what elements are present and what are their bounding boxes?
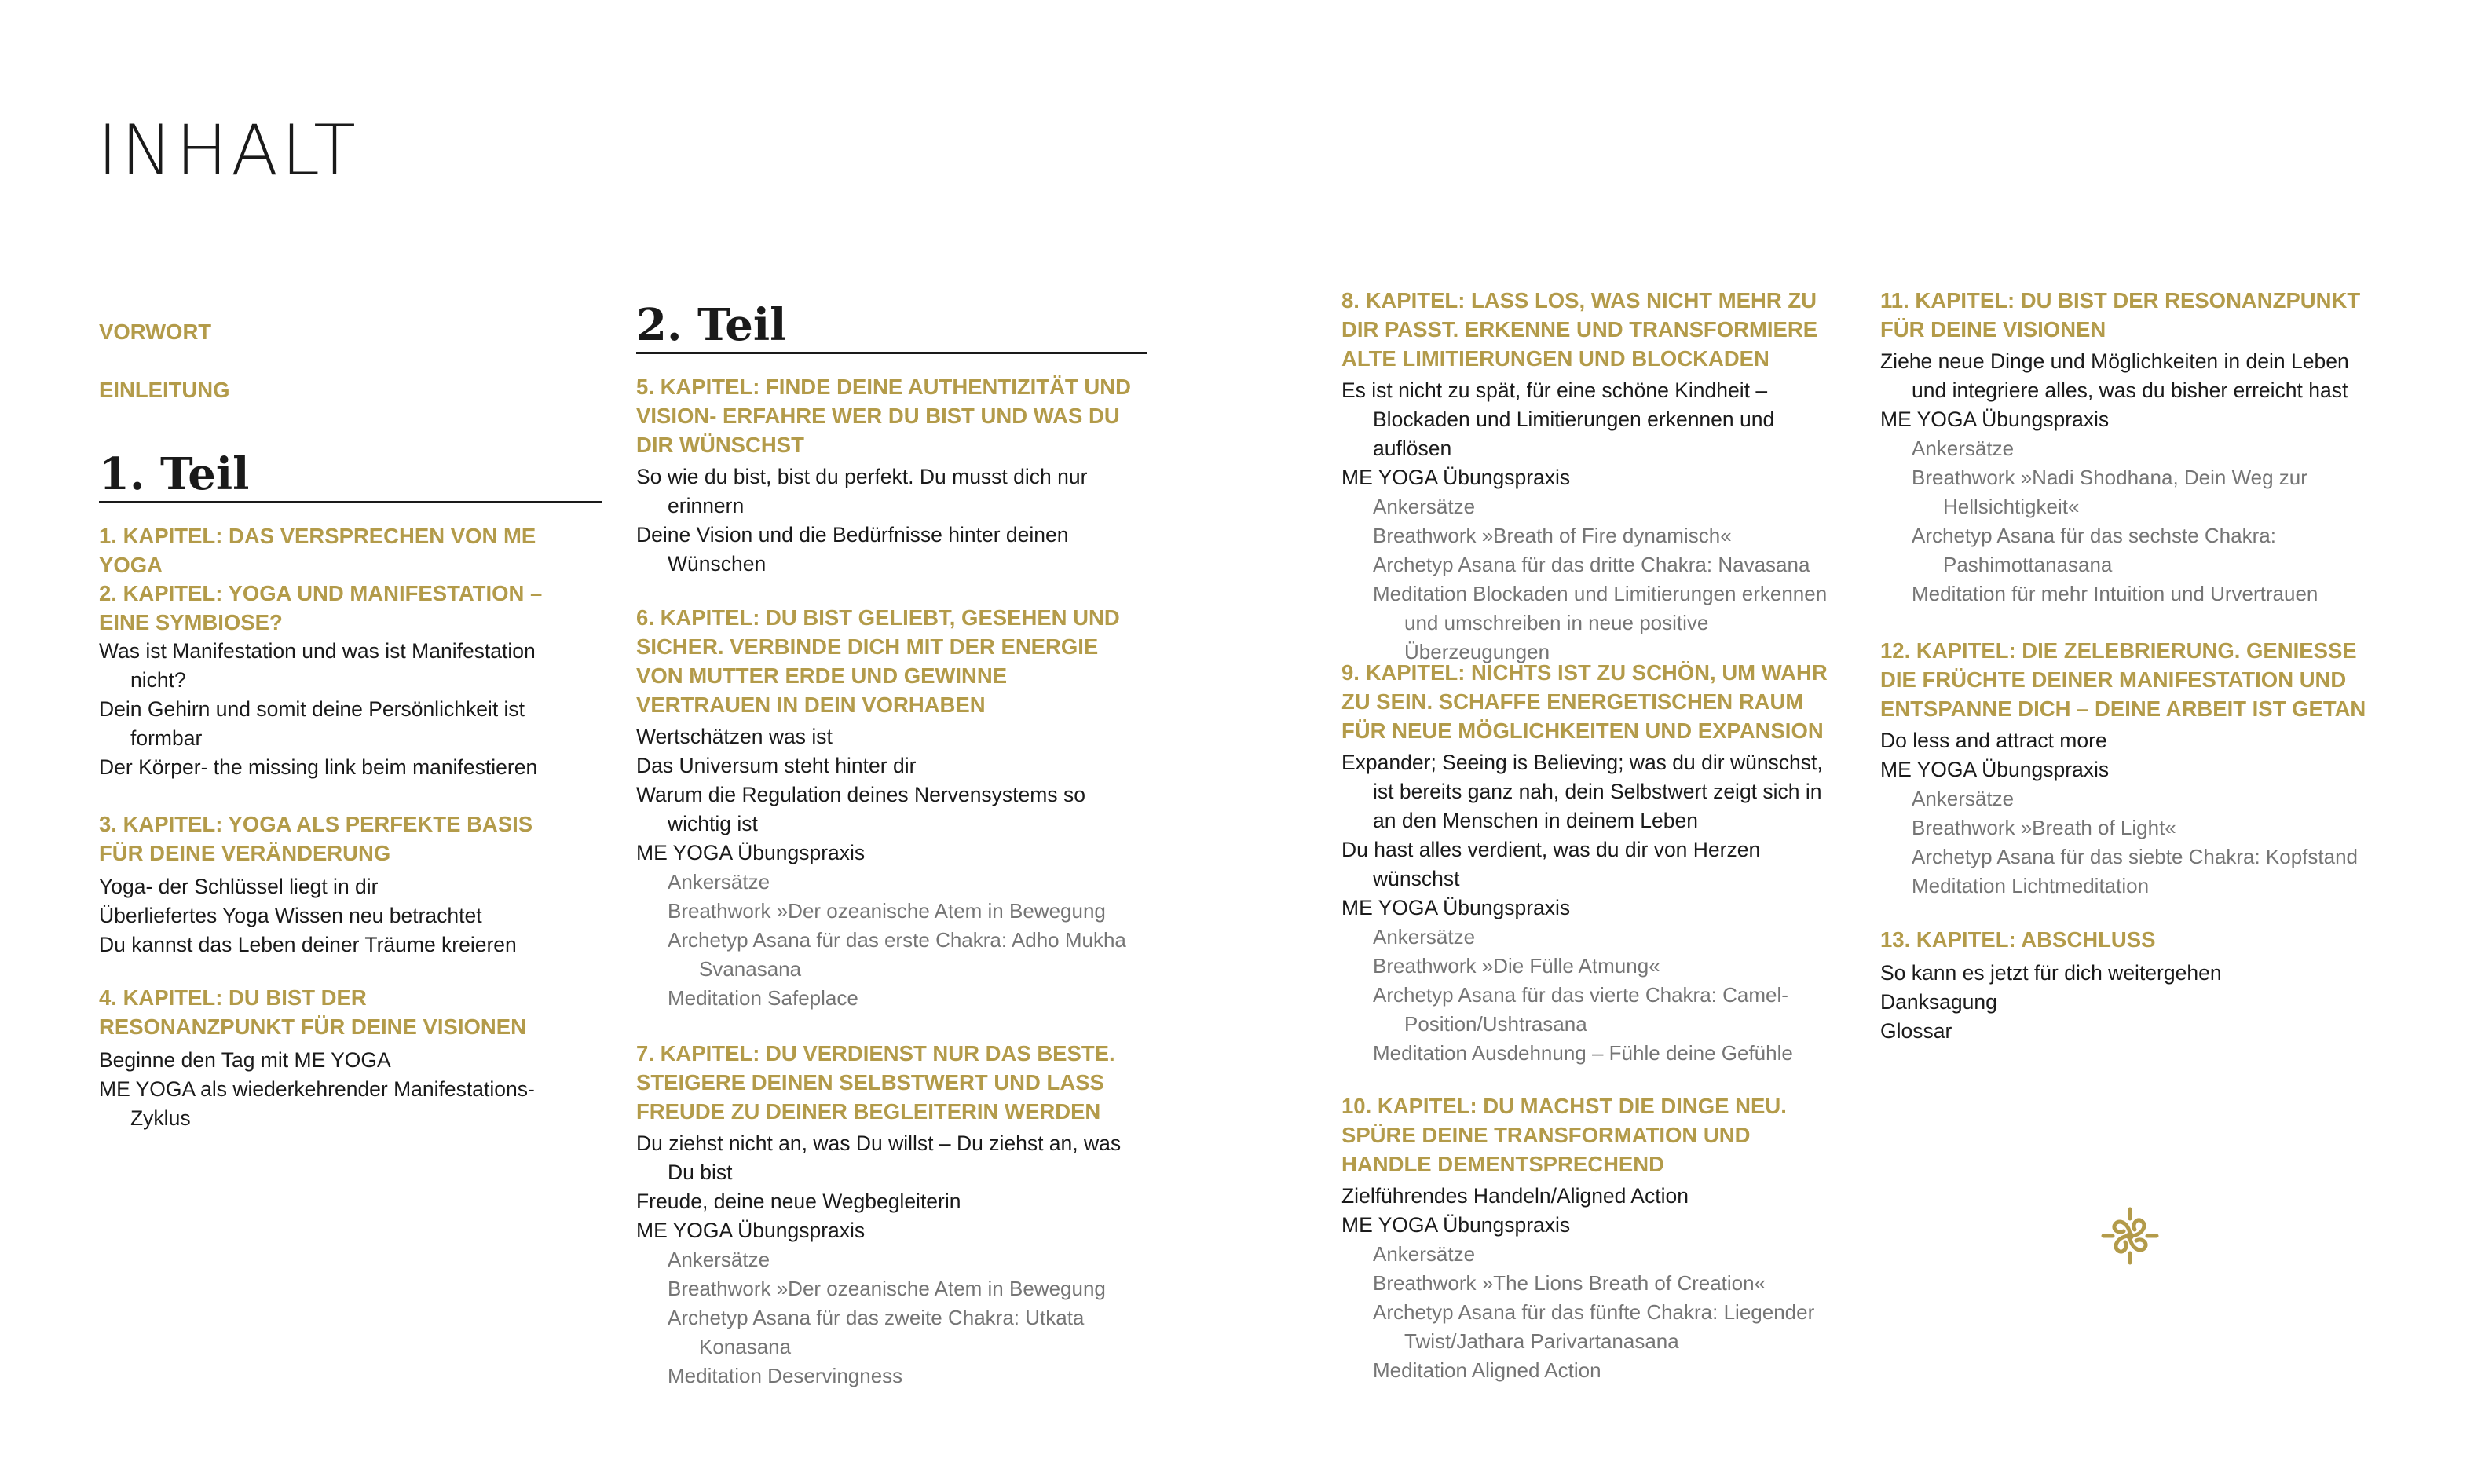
chapter-8-subitem[interactable]: Meditation Blockaden und Limitierungen erkennen und umschreiben in neue positive Überzeugungen: [1373, 582, 1828, 663]
part-heading-2: 2. Teil: [636, 303, 1147, 354]
chapter-11-subitem[interactable]: Ankersätze: [1912, 437, 2015, 460]
chapter-7-item[interactable]: ME YOGA Übungspraxis: [636, 1219, 866, 1242]
chapter-7[interactable]: 7. KAPITEL: DU VERDIENST NUR DAS BESTE. STEIGERE DEINEN SELBSTWERT UND LASS FREUDE ZU DEINER BEGLEITERIN WERDEN: [636, 1041, 1115, 1124]
chapter-7-subitem[interactable]: Ankersätze: [668, 1248, 770, 1271]
chapter-13-item[interactable]: So kann es jetzt für dich weitergehen: [1880, 961, 2222, 985]
chapter-5[interactable]: 5. KAPITEL: FINDE DEINE AUTHENTIZITÄT UND VISION- ERFAHRE WER DU BIST UND WAS DU DIR WÜNSCHST: [636, 375, 1131, 457]
chapter-11-subitem[interactable]: Breathwork »Nadi Shodhana, Dein Weg zur Hellsichtigkeit«: [1912, 466, 2307, 518]
chapter-9-subitem[interactable]: Meditation Ausdehnung – Fühle deine Gefühle: [1373, 1041, 1793, 1065]
chapter-9-subitem[interactable]: Ankersätze: [1373, 925, 1476, 949]
chapter-9[interactable]: 9. KAPITEL: NICHTS IST ZU SCHÖN, UM WAHR ZU SEIN. SCHAFFE ENERGETISCHEN RAUM FÜR NEUE MÖGLICHKEITEN UND EXPANSION: [1341, 660, 1828, 743]
chapter-3-item[interactable]: Du kannst das Leben deiner Träume kreieren: [99, 933, 517, 956]
chapter-5-item[interactable]: So wie du bist, bist du perfekt. Du musst dich nur erinnern: [636, 465, 1088, 517]
chapter-12[interactable]: 12. KAPITEL: DIE ZELEBRIERUNG. GENIESSE DIE FRÜCHTE DEINER MANIFESTATION UND ENTSPANNE DICH – DEINE ARBEIT IST GETAN: [1880, 638, 2366, 721]
chapter-9-subitem[interactable]: Breathwork »Die Fülle Atmung«: [1373, 954, 1660, 978]
chapter-7-subitem[interactable]: Breathwork »Der ozeanische Atem in Bewegung: [668, 1277, 1106, 1300]
chapter-4-item[interactable]: ME YOGA als wiederkehrender Manifestations-Zyklus: [99, 1077, 535, 1130]
chapter-8-subitem[interactable]: Archetyp Asana für das dritte Chakra: Navasana: [1373, 553, 1810, 576]
chapter-8-subitem[interactable]: Ankersätze: [1373, 495, 1476, 518]
chapter-8-item[interactable]: ME YOGA Übungspraxis: [1341, 466, 1571, 489]
chapter-7-subitem[interactable]: Archetyp Asana für das zweite Chakra: Utkata Konasana: [668, 1306, 1085, 1358]
chapter-3[interactable]: 3. KAPITEL: YOGA ALS PERFEKTE BASIS FÜR DEINE VERÄNDERUNG: [99, 812, 533, 865]
chapter-10-subitem[interactable]: Ankersätze: [1373, 1242, 1476, 1266]
chapter-11[interactable]: 11. KAPITEL: DU BIST DER RESONANZPUNKT FÜR DEINE VISIONEN: [1880, 288, 2361, 342]
chapter-13-item[interactable]: Glossar: [1880, 1019, 1952, 1043]
chapter-12-subitem[interactable]: Meditation Lichtmeditation: [1912, 874, 2150, 897]
chapter-10-subitem[interactable]: Breathwork »The Lions Breath of Creation«: [1373, 1271, 1766, 1295]
chapter-2-item[interactable]: Dein Gehirn und somit deine Persönlichkeit ist formbar: [99, 697, 525, 750]
chapter-8-subitem[interactable]: Breathwork »Breath of Fire dynamisch«: [1373, 524, 1732, 547]
ornament-icon: [2097, 1203, 2163, 1269]
chapter-13-item[interactable]: Danksagung: [1880, 990, 1997, 1014]
chapter-10-item[interactable]: ME YOGA Übungspraxis: [1341, 1213, 1571, 1237]
chapter-6-item[interactable]: Das Universum steht hinter dir: [636, 754, 917, 777]
chapter-2-item[interactable]: Was ist Manifestation und was ist Manifestation nicht?: [99, 639, 536, 692]
page-title: INHALT: [97, 110, 359, 191]
chapter-8[interactable]: 8. KAPITEL: LASS LOS, WAS NICHT MEHR ZU DIR PASST. ERKENNE UND TRANSFORMIERE ALTE LIMITIERUNGEN UND BLOCKADEN: [1341, 288, 1818, 371]
chapter-3-item[interactable]: Yoga- der Schlüssel liegt in dir: [99, 875, 379, 898]
chapter-6[interactable]: 6. KAPITEL: DU BIST GELIEBT, GESEHEN UND SICHER. VERBINDE DICH MIT DER ENERGIE VON MUTTER ERDE UND GEWINNE VERTRAUEN IN DEIN VORHABEN: [636, 605, 1120, 717]
chapter-12-item[interactable]: ME YOGA Übungspraxis: [1880, 758, 2110, 781]
chapter-12-subitem[interactable]: Archetyp Asana für das siebte Chakra: Kopfstand: [1912, 845, 2359, 868]
chapter-11-subitem[interactable]: Meditation für mehr Intuition und Urvertrauen: [1912, 582, 2318, 605]
chapter-5-item[interactable]: Deine Vision und die Bedürfnisse hinter deinen Wünschen: [636, 523, 1069, 576]
chapter-11-item[interactable]: ME YOGA Übungspraxis: [1880, 408, 2110, 431]
chapter-9-item[interactable]: Du hast alles verdient, was du dir von Herzen wünschst: [1341, 838, 1761, 890]
chapter-2[interactable]: 2. KAPITEL: YOGA UND MANIFESTATION – EINE SYMBIOSE?: [99, 581, 543, 634]
chapter-12-subitem[interactable]: Breathwork »Breath of Light«: [1912, 816, 2176, 839]
chapter-3-item[interactable]: Überliefertes Yoga Wissen neu betrachtet: [99, 904, 482, 927]
chapter-6-item[interactable]: ME YOGA Übungspraxis: [636, 841, 866, 864]
chapter-4[interactable]: 4. KAPITEL: DU BIST DER RESONANZPUNKT FÜR DEINE VISIONEN: [99, 985, 526, 1039]
part-heading-1: 1. Teil: [99, 452, 602, 503]
chapter-10-subitem[interactable]: Meditation Aligned Action: [1373, 1358, 1601, 1382]
chapter-6-subitem[interactable]: Ankersätze: [668, 870, 770, 894]
chapter-1[interactable]: 1. KAPITEL: DAS VERSPRECHEN VON ME YOGA: [99, 524, 536, 577]
chapter-9-item[interactable]: ME YOGA Übungspraxis: [1341, 896, 1571, 919]
chapter-6-subitem[interactable]: Breathwork »Der ozeanische Atem in Bewegung: [668, 899, 1106, 923]
chapter-11-item[interactable]: Ziehe neue Dinge und Möglichkeiten in dein Leben und integriere alles, was du bisher erreicht hast: [1880, 349, 2349, 402]
chapter-9-subitem[interactable]: Archetyp Asana für das vierte Chakra: Camel-Position/Ushtrasana: [1373, 983, 1788, 1036]
chapter-4-item[interactable]: Beginne den Tag mit ME YOGA: [99, 1048, 391, 1072]
chapter-8-item[interactable]: Es ist nicht zu spät, für eine schöne Kindheit – Blockaden und Limitierungen erkennen und auflösen: [1341, 378, 1775, 460]
chapter-9-item[interactable]: Expander; Seeing is Believing; was du dir wünschst, ist bereits ganz nah, dein Selbstwert zeigt sich in an den Menschen in deinem Leben: [1341, 751, 1823, 832]
chapter-7-subitem[interactable]: Meditation Deservingness: [668, 1364, 903, 1387]
chapter-13[interactable]: 13. KAPITEL: ABSCHLUSS: [1880, 927, 2156, 952]
chapter-6-item[interactable]: Wertschätzen was ist: [636, 725, 833, 748]
toc-vorwort[interactable]: VORWORT: [99, 320, 212, 344]
chapter-2-item[interactable]: Der Körper- the missing link beim manifestieren: [99, 755, 538, 779]
chapter-10[interactable]: 10. KAPITEL: DU MACHST DIE DINGE NEU. SPÜRE DEINE TRANSFORMATION UND HANDLE DEMENTSPRECHEND: [1341, 1094, 1787, 1176]
chapter-12-subitem[interactable]: Ankersätze: [1912, 787, 2015, 810]
chapter-6-subitem[interactable]: Archetyp Asana für das erste Chakra: Adho Mukha Svanasana: [668, 928, 1126, 981]
chapter-7-item[interactable]: Du ziehst nicht an, was Du willst – Du ziehst an, was Du bist: [636, 1131, 1122, 1184]
chapter-6-item[interactable]: Warum die Regulation deines Nervensystems so wichtig ist: [636, 783, 1085, 835]
chapter-6-subitem[interactable]: Meditation Safeplace: [668, 986, 858, 1010]
chapter-10-subitem[interactable]: Archetyp Asana für das fünfte Chakra: Liegender Twist/Jathara Parivartanasana: [1373, 1300, 1815, 1353]
chapter-7-item[interactable]: Freude, deine neue Wegbegleiterin: [636, 1190, 961, 1213]
toc-einleitung[interactable]: EINLEITUNG: [99, 378, 230, 402]
chapter-10-item[interactable]: Zielführendes Handeln/Aligned Action: [1341, 1184, 1689, 1208]
chapter-11-subitem[interactable]: Archetyp Asana für das sechste Chakra: Pashimottanasana: [1912, 524, 2276, 576]
chapter-12-item[interactable]: Do less and attract more: [1880, 729, 2107, 752]
